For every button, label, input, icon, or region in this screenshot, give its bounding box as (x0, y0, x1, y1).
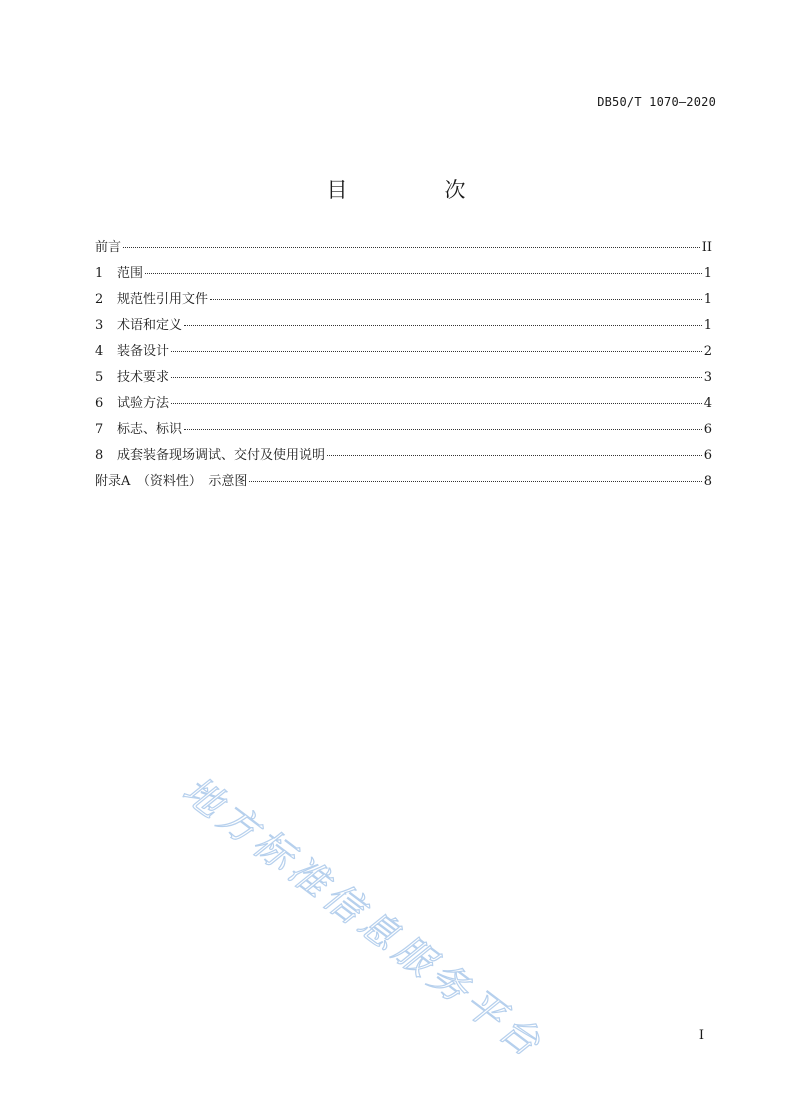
watermark: 地方标准信息服务平台 (174, 767, 553, 1068)
toc-leader-dots (327, 455, 702, 456)
toc-entry-page: 2 (703, 344, 712, 359)
toc-leader-dots (171, 351, 702, 352)
toc-entry-foreword[interactable] (95, 238, 712, 264)
toc-entry-number: 5 (95, 370, 104, 385)
document-code: DB50/T 1070—2020 (597, 95, 716, 109)
toc-entry-label: 规范性引用文件 (117, 292, 209, 307)
toc-entry-label: 标志、标识 (117, 422, 183, 437)
toc-entry-number: 8 (95, 448, 104, 463)
toc-entry-number: 7 (95, 422, 104, 437)
toc-entry-page: 1 (703, 318, 712, 333)
toc-leader-dots (210, 299, 702, 300)
toc-entry-label: 试验方法 (117, 396, 170, 411)
toc-entry-page: 1 (703, 292, 712, 307)
toc-entry-label: 技术要求 (117, 370, 170, 385)
toc-entry-label: 附录A （资料性） 示意图 (95, 474, 248, 489)
toc-entry-page: 1 (703, 266, 712, 281)
toc-entry-label: 前言 (95, 240, 122, 255)
page-number: I (698, 1028, 704, 1043)
toc-entry-page: 3 (703, 370, 712, 385)
toc-entry-number: 3 (95, 318, 104, 333)
toc-leader-dots (184, 429, 702, 430)
toc-entry-label: 成套装备现场调试、交付及使用说明 (117, 448, 326, 463)
toc-entry-8[interactable] (95, 446, 712, 472)
toc-leader-dots (123, 247, 700, 248)
toc-entry-number: 4 (95, 344, 104, 359)
toc-entry-number: 6 (95, 396, 104, 411)
toc-leader-dots (171, 377, 702, 378)
toc-entry-label: 范围 (117, 266, 144, 281)
toc-entry-page: 6 (703, 448, 712, 463)
toc-entry-number: 1 (95, 266, 104, 281)
toc-entry-7[interactable] (95, 420, 712, 446)
toc-leader-dots (184, 325, 702, 326)
toc-entry-page: 4 (703, 396, 712, 411)
table-of-contents (95, 238, 712, 498)
toc-entry-label: 术语和定义 (117, 318, 183, 333)
toc-entry-6[interactable] (95, 394, 712, 420)
toc-leader-dots (171, 403, 702, 404)
toc-entry-page: 6 (703, 422, 712, 437)
toc-leader-dots (145, 273, 702, 274)
toc-entry-label: 装备设计 (117, 344, 170, 359)
toc-entry-page: 8 (703, 474, 712, 489)
toc-entry-5[interactable] (95, 368, 712, 394)
toc-leader-dots (249, 481, 701, 482)
toc-entry-2[interactable] (95, 290, 712, 316)
page-title: 目 次 (326, 178, 504, 202)
toc-entry-page: II (701, 240, 712, 255)
toc-entry-3[interactable] (95, 316, 712, 342)
toc-entry-appendix-a[interactable] (95, 472, 712, 498)
toc-entry-4[interactable] (95, 342, 712, 368)
toc-entry-1[interactable] (95, 264, 712, 290)
toc-entry-number: 2 (95, 292, 104, 307)
